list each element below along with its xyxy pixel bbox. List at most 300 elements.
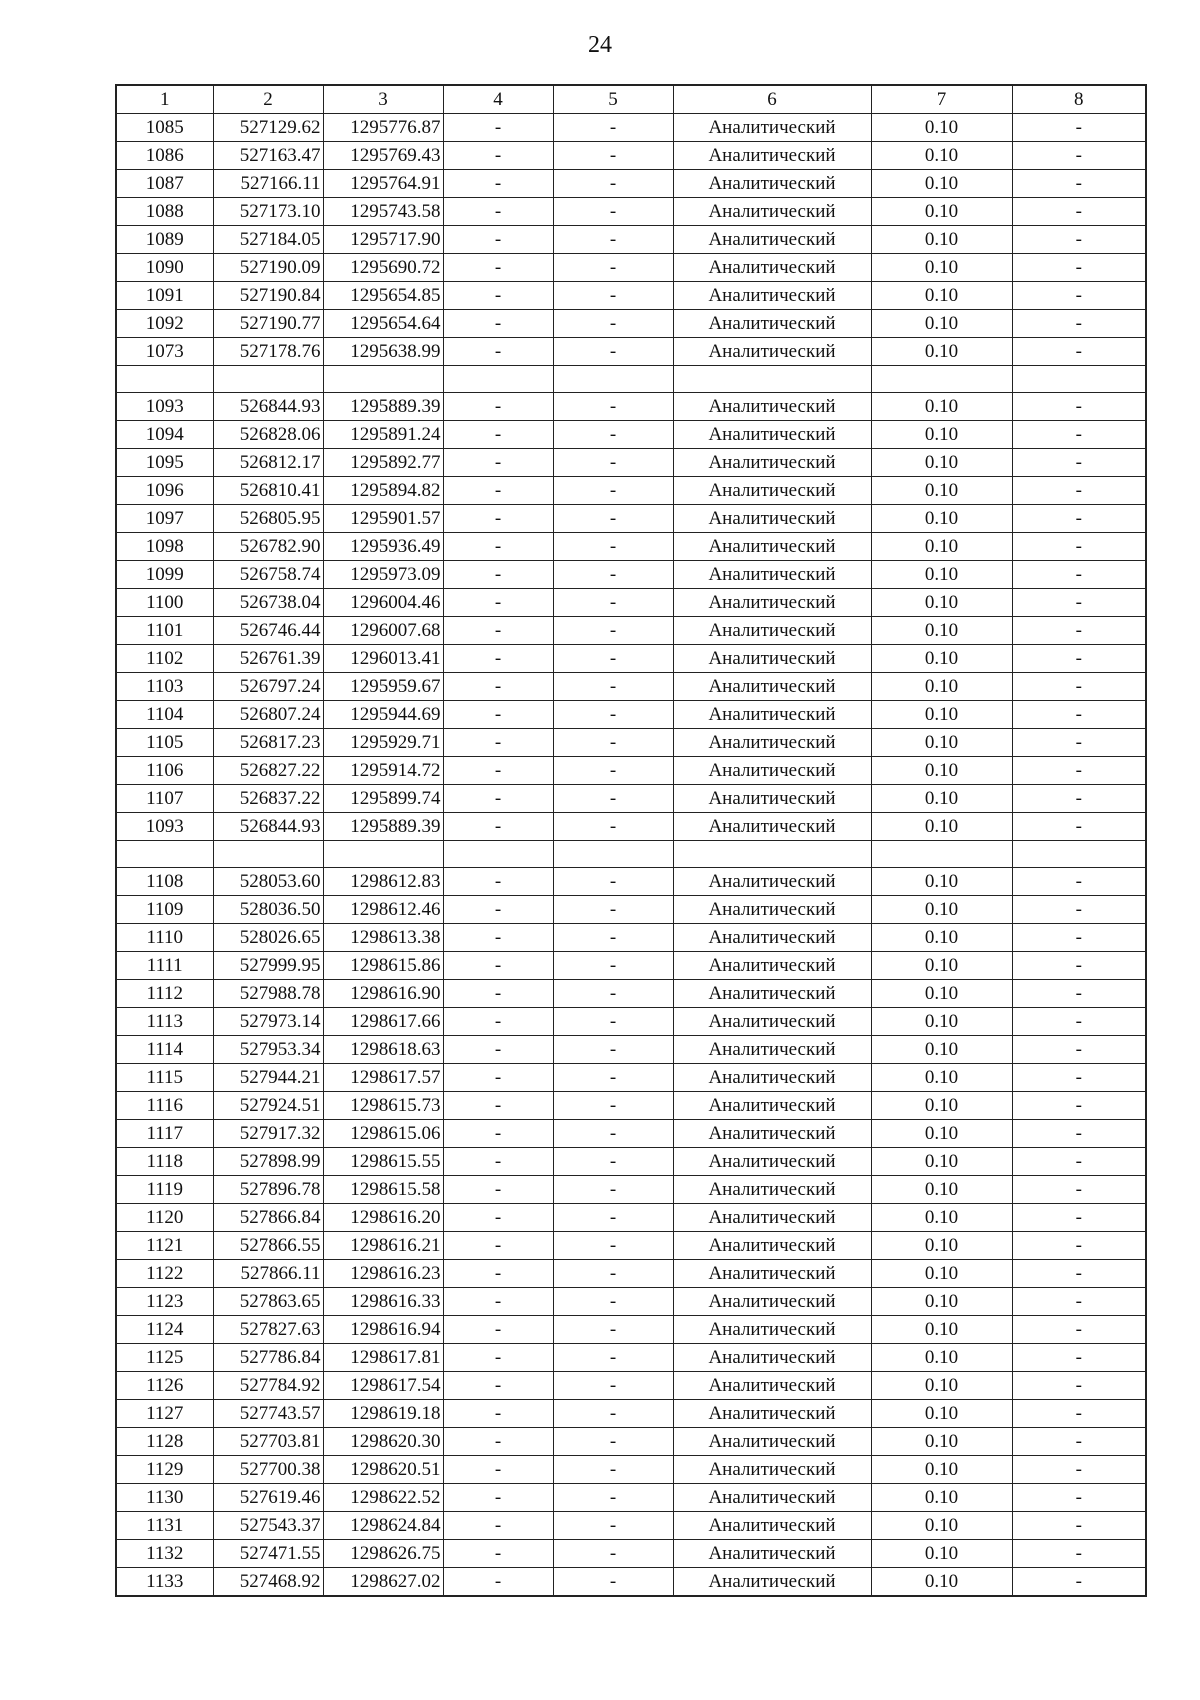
table-cell-col-6: Аналитический: [673, 1260, 871, 1288]
table-cell-col-7: 0.10: [871, 1288, 1012, 1316]
table-cell-col-2: 527866.11: [213, 1260, 323, 1288]
table-cell-col-4: -: [443, 1204, 553, 1232]
table-cell-col-1: 1109: [116, 896, 213, 924]
table-cell-col-3: 1295769.43: [323, 142, 443, 170]
table-cell-col-5: -: [553, 813, 673, 841]
table-cell-col-4: -: [443, 701, 553, 729]
table-cell-col-7: 0.10: [871, 254, 1012, 282]
table-cell-col-4: -: [443, 282, 553, 310]
table-cell-col-3: 1298622.52: [323, 1484, 443, 1512]
table-cell-col-5: -: [553, 142, 673, 170]
table-cell-col-7: 0.10: [871, 868, 1012, 896]
table-cell-col-7: 0.10: [871, 1092, 1012, 1120]
table-cell-col-6: Аналитический: [673, 1484, 871, 1512]
column-header-6: 6: [673, 85, 871, 114]
table-cell-col-8: -: [1012, 449, 1146, 477]
table-row: [116, 198, 1146, 226]
table-cell-col-7: 0.10: [871, 1400, 1012, 1428]
table-cell-col-6: Аналитический: [673, 645, 871, 673]
table-cell-col-8: -: [1012, 952, 1146, 980]
table-cell-col-3: 1298617.66: [323, 1008, 443, 1036]
table-row: [116, 226, 1146, 254]
table-cell-col-4: -: [443, 1148, 553, 1176]
table-cell-col-4: -: [443, 645, 553, 673]
table-cell-col-4: -: [443, 254, 553, 282]
table-cell-col-7: 0.10: [871, 142, 1012, 170]
table-cell-col-6: [673, 366, 871, 393]
table-cell-col-1: 1101: [116, 617, 213, 645]
table-row: [116, 701, 1146, 729]
table-cell-col-5: -: [553, 421, 673, 449]
table-cell-col-5: -: [553, 1316, 673, 1344]
table-cell-col-3: 1295944.69: [323, 701, 443, 729]
table-cell-col-4: -: [443, 1428, 553, 1456]
table-cell-col-2: 527896.78: [213, 1176, 323, 1204]
table-cell-col-3: 1295889.39: [323, 393, 443, 421]
table-cell-col-4: -: [443, 1288, 553, 1316]
table-cell-col-5: -: [553, 1260, 673, 1288]
table-cell-col-6: Аналитический: [673, 729, 871, 757]
table-cell-col-1: 1103: [116, 673, 213, 701]
table-cell-col-2: 526827.22: [213, 757, 323, 785]
table-cell-col-2: 528026.65: [213, 924, 323, 952]
table-cell-col-7: 0.10: [871, 1148, 1012, 1176]
table-cell-col-5: -: [553, 645, 673, 673]
table-cell-col-2: 527898.99: [213, 1148, 323, 1176]
table-cell-col-2: 528053.60: [213, 868, 323, 896]
table-cell-col-5: -: [553, 1428, 673, 1456]
table-cell-col-8: -: [1012, 1204, 1146, 1232]
table-cell-col-5: [553, 366, 673, 393]
table-cell-col-2: 526807.24: [213, 701, 323, 729]
table-cell-col-4: -: [443, 338, 553, 366]
table-cell-col-2: 527129.62: [213, 114, 323, 142]
table-cell-col-7: [871, 366, 1012, 393]
table-row: [116, 673, 1146, 701]
table-cell-col-4: [443, 841, 553, 868]
table-cell-col-2: 526797.24: [213, 673, 323, 701]
table-cell-col-5: -: [553, 1204, 673, 1232]
table-cell-col-8: -: [1012, 1428, 1146, 1456]
table-cell-col-5: -: [553, 617, 673, 645]
table-row: [116, 1344, 1146, 1372]
table-cell-col-5: -: [553, 338, 673, 366]
table-cell-col-4: -: [443, 1316, 553, 1344]
table-cell-col-7: 0.10: [871, 1512, 1012, 1540]
table-cell-col-7: 0.10: [871, 421, 1012, 449]
table-cell-col-1: 1122: [116, 1260, 213, 1288]
table-cell-col-1: 1128: [116, 1428, 213, 1456]
table-row: [116, 952, 1146, 980]
table-cell-col-3: 1298618.63: [323, 1036, 443, 1064]
table-cell-col-5: -: [553, 226, 673, 254]
table-cell-col-3: 1295914.72: [323, 757, 443, 785]
table-cell-col-7: 0.10: [871, 310, 1012, 338]
table-cell-col-8: -: [1012, 813, 1146, 841]
table-cell-col-4: -: [443, 170, 553, 198]
table-cell-col-2: 527743.57: [213, 1400, 323, 1428]
table-cell-col-1: 1085: [116, 114, 213, 142]
table-cell-col-2: 527543.37: [213, 1512, 323, 1540]
table-cell-col-5: -: [553, 561, 673, 589]
table-cell-col-3: 1295638.99: [323, 338, 443, 366]
table-cell-col-1: 1114: [116, 1036, 213, 1064]
table-cell-col-1: 1095: [116, 449, 213, 477]
table-cell-col-5: -: [553, 1344, 673, 1372]
table-cell-col-3: 1298620.51: [323, 1456, 443, 1484]
table-cell-col-4: -: [443, 757, 553, 785]
table-cell-col-1: 1092: [116, 310, 213, 338]
table-cell-col-7: 0.10: [871, 1568, 1012, 1597]
table-cell-col-6: Аналитический: [673, 1008, 871, 1036]
table-cell-col-7: 0.10: [871, 1428, 1012, 1456]
table-cell-col-5: -: [553, 701, 673, 729]
table-cell-col-4: -: [443, 533, 553, 561]
table-cell-col-8: -: [1012, 310, 1146, 338]
table-cell-col-3: 1298616.21: [323, 1232, 443, 1260]
table-cell-col-6: Аналитический: [673, 1400, 871, 1428]
table-cell-col-4: [443, 366, 553, 393]
table-cell-col-7: 0.10: [871, 1484, 1012, 1512]
table-row: [116, 1092, 1146, 1120]
table-cell-col-5: -: [553, 1568, 673, 1597]
table-cell-col-4: -: [443, 868, 553, 896]
table-cell-col-5: [553, 841, 673, 868]
table-cell-col-8: -: [1012, 701, 1146, 729]
table-cell-col-1: 1086: [116, 142, 213, 170]
table-cell-col-2: 527827.63: [213, 1316, 323, 1344]
table-cell-col-4: -: [443, 617, 553, 645]
table-cell-col-5: -: [553, 673, 673, 701]
table-cell-col-8: -: [1012, 421, 1146, 449]
table-cell-col-7: 0.10: [871, 785, 1012, 813]
table-cell-col-4: -: [443, 142, 553, 170]
table-cell-col-2: 527924.51: [213, 1092, 323, 1120]
table-row: [116, 1120, 1146, 1148]
table-cell-col-2: 527784.92: [213, 1372, 323, 1400]
table-cell-col-3: 1298616.90: [323, 980, 443, 1008]
table-cell-col-5: -: [553, 1456, 673, 1484]
table-cell-col-8: -: [1012, 868, 1146, 896]
table-cell-col-1: 1091: [116, 282, 213, 310]
table-cell-col-1: 1132: [116, 1540, 213, 1568]
table-cell-col-1: 1099: [116, 561, 213, 589]
table-cell-col-1: 1105: [116, 729, 213, 757]
table-cell-col-2: 526828.06: [213, 421, 323, 449]
table-cell-col-2: 527163.47: [213, 142, 323, 170]
table-cell-col-8: -: [1012, 729, 1146, 757]
table-cell-col-8: -: [1012, 1568, 1146, 1597]
table-cell-col-1: 1102: [116, 645, 213, 673]
table-row: [116, 561, 1146, 589]
table-cell-col-5: -: [553, 589, 673, 617]
table-cell-col-8: -: [1012, 1344, 1146, 1372]
table-cell-col-6: Аналитический: [673, 449, 871, 477]
table-cell-col-6: Аналитический: [673, 924, 871, 952]
table-cell-col-3: 1298615.86: [323, 952, 443, 980]
table-cell-col-5: -: [553, 198, 673, 226]
table-cell-col-1: 1112: [116, 980, 213, 1008]
table-cell-col-6: Аналитический: [673, 310, 871, 338]
table-cell-col-2: 527184.05: [213, 226, 323, 254]
table-cell-col-7: 0.10: [871, 673, 1012, 701]
table-cell-col-5: -: [553, 254, 673, 282]
table-cell-col-6: Аналитический: [673, 980, 871, 1008]
table-cell-col-2: 526844.93: [213, 393, 323, 421]
table-cell-col-7: 0.10: [871, 1064, 1012, 1092]
table-cell-col-4: -: [443, 1344, 553, 1372]
table-cell-col-8: -: [1012, 477, 1146, 505]
column-header-4: 4: [443, 85, 553, 114]
table-cell-col-6: Аналитический: [673, 1120, 871, 1148]
table-cell-col-3: 1295899.74: [323, 785, 443, 813]
table-cell-col-5: -: [553, 1372, 673, 1400]
table-row: [116, 813, 1146, 841]
table-cell-col-7: 0.10: [871, 617, 1012, 645]
table-row: [116, 1540, 1146, 1568]
table-cell-col-3: 1295973.09: [323, 561, 443, 589]
table-row: [116, 254, 1146, 282]
table-cell-col-3: 1295717.90: [323, 226, 443, 254]
table-cell-col-7: 0.10: [871, 729, 1012, 757]
table-cell-col-4: -: [443, 1568, 553, 1597]
table-cell-col-7: 0.10: [871, 1344, 1012, 1372]
table-cell-col-2: 526758.74: [213, 561, 323, 589]
table-cell-col-1: 1115: [116, 1064, 213, 1092]
table-cell-col-7: 0.10: [871, 449, 1012, 477]
table-cell-col-4: -: [443, 1176, 553, 1204]
table-separator-row: [116, 366, 1146, 393]
table-cell-col-1: 1094: [116, 421, 213, 449]
table-cell-col-6: Аналитический: [673, 226, 871, 254]
table-cell-col-5: -: [553, 924, 673, 952]
table-cell-col-7: 0.10: [871, 114, 1012, 142]
table-cell-col-1: 1120: [116, 1204, 213, 1232]
table-row: [116, 645, 1146, 673]
table-cell-col-1: 1108: [116, 868, 213, 896]
table-row: [116, 505, 1146, 533]
table-cell-col-4: -: [443, 729, 553, 757]
table-cell-col-1: 1113: [116, 1008, 213, 1036]
table-cell-col-6: Аналитический: [673, 1036, 871, 1064]
table-cell-col-3: 1298612.83: [323, 868, 443, 896]
table-cell-col-3: 1295654.64: [323, 310, 443, 338]
table-cell-col-3: 1298624.84: [323, 1512, 443, 1540]
table-cell-col-3: 1298615.55: [323, 1148, 443, 1176]
table-cell-col-1: 1097: [116, 505, 213, 533]
table-cell-col-1: 1093: [116, 813, 213, 841]
table-cell-col-4: -: [443, 1456, 553, 1484]
table-cell-col-2: 527988.78: [213, 980, 323, 1008]
table-cell-col-8: -: [1012, 1232, 1146, 1260]
table-cell-col-3: 1295743.58: [323, 198, 443, 226]
table-row: [116, 1204, 1146, 1232]
table-cell-col-2: 526817.23: [213, 729, 323, 757]
table-row: [116, 1400, 1146, 1428]
table-cell-col-2: 528036.50: [213, 896, 323, 924]
table-cell-col-2: 527700.38: [213, 1456, 323, 1484]
table-cell-col-6: Аналитический: [673, 952, 871, 980]
table-cell-col-7: 0.10: [871, 505, 1012, 533]
table-cell-col-6: Аналитический: [673, 757, 871, 785]
table-row: [116, 533, 1146, 561]
table-cell-col-2: [213, 841, 323, 868]
table-cell-col-7: 0.10: [871, 1372, 1012, 1400]
table-cell-col-1: 1100: [116, 589, 213, 617]
table-cell-col-7: 0.10: [871, 533, 1012, 561]
table-cell-col-3: 1295889.39: [323, 813, 443, 841]
table-cell-col-4: -: [443, 226, 553, 254]
table-cell-col-1: 1107: [116, 785, 213, 813]
table-cell-col-3: 1296007.68: [323, 617, 443, 645]
table-cell-col-6: Аналитический: [673, 198, 871, 226]
table-cell-col-8: -: [1012, 896, 1146, 924]
table-cell-col-3: 1298616.94: [323, 1316, 443, 1344]
table-cell-col-1: 1106: [116, 757, 213, 785]
table-cell-col-4: -: [443, 505, 553, 533]
table-cell-col-5: -: [553, 1092, 673, 1120]
table-cell-col-7: 0.10: [871, 896, 1012, 924]
table-cell-col-6: Аналитический: [673, 561, 871, 589]
table-cell-col-1: [116, 841, 213, 868]
table-cell-col-8: -: [1012, 561, 1146, 589]
table-cell-col-8: -: [1012, 142, 1146, 170]
table-cell-col-5: -: [553, 533, 673, 561]
table-cell-col-2: 527471.55: [213, 1540, 323, 1568]
table-cell-col-6: Аналитический: [673, 589, 871, 617]
table-cell-col-4: -: [443, 1120, 553, 1148]
table-row: [116, 1232, 1146, 1260]
table-cell-col-8: -: [1012, 1260, 1146, 1288]
table-cell-col-4: -: [443, 449, 553, 477]
table-cell-col-6: Аналитический: [673, 170, 871, 198]
table-cell-col-8: -: [1012, 1148, 1146, 1176]
table-cell-col-4: -: [443, 1232, 553, 1260]
table-cell-col-8: -: [1012, 1512, 1146, 1540]
table-cell-col-5: -: [553, 170, 673, 198]
table-cell-col-8: -: [1012, 198, 1146, 226]
table-cell-col-5: -: [553, 1176, 673, 1204]
table-cell-col-1: 1127: [116, 1400, 213, 1428]
table-cell-col-8: -: [1012, 1064, 1146, 1092]
table-header: [116, 85, 1146, 114]
table-cell-col-3: 1296004.46: [323, 589, 443, 617]
table-cell-col-8: -: [1012, 1288, 1146, 1316]
table-cell-col-3: 1295764.91: [323, 170, 443, 198]
table-cell-col-4: -: [443, 785, 553, 813]
table-cell-col-3: [323, 841, 443, 868]
table-row: [116, 170, 1146, 198]
table-cell-col-2: 527619.46: [213, 1484, 323, 1512]
table-cell-col-3: 1298612.46: [323, 896, 443, 924]
table-cell-col-2: 527786.84: [213, 1344, 323, 1372]
table-cell-col-5: -: [553, 1120, 673, 1148]
table-cell-col-5: -: [553, 1484, 673, 1512]
table-cell-col-7: 0.10: [871, 393, 1012, 421]
table-cell-col-3: 1295891.24: [323, 421, 443, 449]
table-cell-col-5: -: [553, 757, 673, 785]
table-cell-col-2: 527178.76: [213, 338, 323, 366]
table-cell-col-6: Аналитический: [673, 1316, 871, 1344]
table-row: [116, 757, 1146, 785]
table-cell-col-3: 1298627.02: [323, 1568, 443, 1597]
table-cell-col-5: -: [553, 282, 673, 310]
table-cell-col-1: [116, 366, 213, 393]
table-cell-col-3: 1298616.23: [323, 1260, 443, 1288]
table-row: [116, 477, 1146, 505]
table-cell-col-3: 1298626.75: [323, 1540, 443, 1568]
table-cell-col-8: -: [1012, 1456, 1146, 1484]
table-cell-col-1: 1118: [116, 1148, 213, 1176]
table-cell-col-3: 1298619.18: [323, 1400, 443, 1428]
table-cell-col-7: 0.10: [871, 282, 1012, 310]
table-cell-col-1: 1124: [116, 1316, 213, 1344]
table-cell-col-6: Аналитический: [673, 868, 871, 896]
table-cell-col-6: Аналитический: [673, 1204, 871, 1232]
table-cell-col-5: -: [553, 1064, 673, 1092]
table-cell-col-8: -: [1012, 1372, 1146, 1400]
table-cell-col-5: -: [553, 980, 673, 1008]
table-cell-col-8: -: [1012, 282, 1146, 310]
table-row: [116, 1008, 1146, 1036]
table-cell-col-8: -: [1012, 114, 1146, 142]
table-row: [116, 1064, 1146, 1092]
table-cell-col-7: 0.10: [871, 924, 1012, 952]
header-row: [116, 85, 1146, 114]
table-cell-col-1: 1130: [116, 1484, 213, 1512]
table-cell-col-1: 1093: [116, 393, 213, 421]
table-cell-col-7: 0.10: [871, 226, 1012, 254]
table-cell-col-4: -: [443, 1092, 553, 1120]
table-cell-col-6: Аналитический: [673, 1344, 871, 1372]
table-cell-col-6: Аналитический: [673, 421, 871, 449]
table-cell-col-5: -: [553, 114, 673, 142]
table-cell-col-6: Аналитический: [673, 1148, 871, 1176]
table-cell-col-6: Аналитический: [673, 1512, 871, 1540]
table-cell-col-3: 1298617.54: [323, 1372, 443, 1400]
table-cell-col-3: 1298617.57: [323, 1064, 443, 1092]
table-cell-col-8: -: [1012, 1540, 1146, 1568]
table-cell-col-4: -: [443, 673, 553, 701]
table-cell-col-8: [1012, 366, 1146, 393]
table-cell-col-3: 1298616.33: [323, 1288, 443, 1316]
table-cell-col-7: 0.10: [871, 701, 1012, 729]
table-cell-col-1: 1090: [116, 254, 213, 282]
table-cell-col-4: -: [443, 1512, 553, 1540]
table-cell-col-8: -: [1012, 1036, 1146, 1064]
table-cell-col-3: 1295894.82: [323, 477, 443, 505]
table-cell-col-5: -: [553, 1008, 673, 1036]
table-cell-col-7: 0.10: [871, 170, 1012, 198]
table-cell-col-1: 1119: [116, 1176, 213, 1204]
table-cell-col-6: Аналитический: [673, 1288, 871, 1316]
table-row: [116, 1568, 1146, 1597]
table-cell-col-8: -: [1012, 533, 1146, 561]
table-cell-col-1: 1110: [116, 924, 213, 952]
table-cell-col-7: 0.10: [871, 813, 1012, 841]
table-cell-col-8: -: [1012, 757, 1146, 785]
table-cell-col-8: -: [1012, 170, 1146, 198]
table-cell-col-6: Аналитический: [673, 1540, 871, 1568]
table-cell-col-3: 1298620.30: [323, 1428, 443, 1456]
table-cell-col-6: Аналитический: [673, 1092, 871, 1120]
table-cell-col-7: 0.10: [871, 1120, 1012, 1148]
table-cell-col-4: -: [443, 421, 553, 449]
table-cell-col-3: 1295690.72: [323, 254, 443, 282]
table-cell-col-2: 527953.34: [213, 1036, 323, 1064]
table-cell-col-6: Аналитический: [673, 896, 871, 924]
table-cell-col-4: -: [443, 310, 553, 338]
